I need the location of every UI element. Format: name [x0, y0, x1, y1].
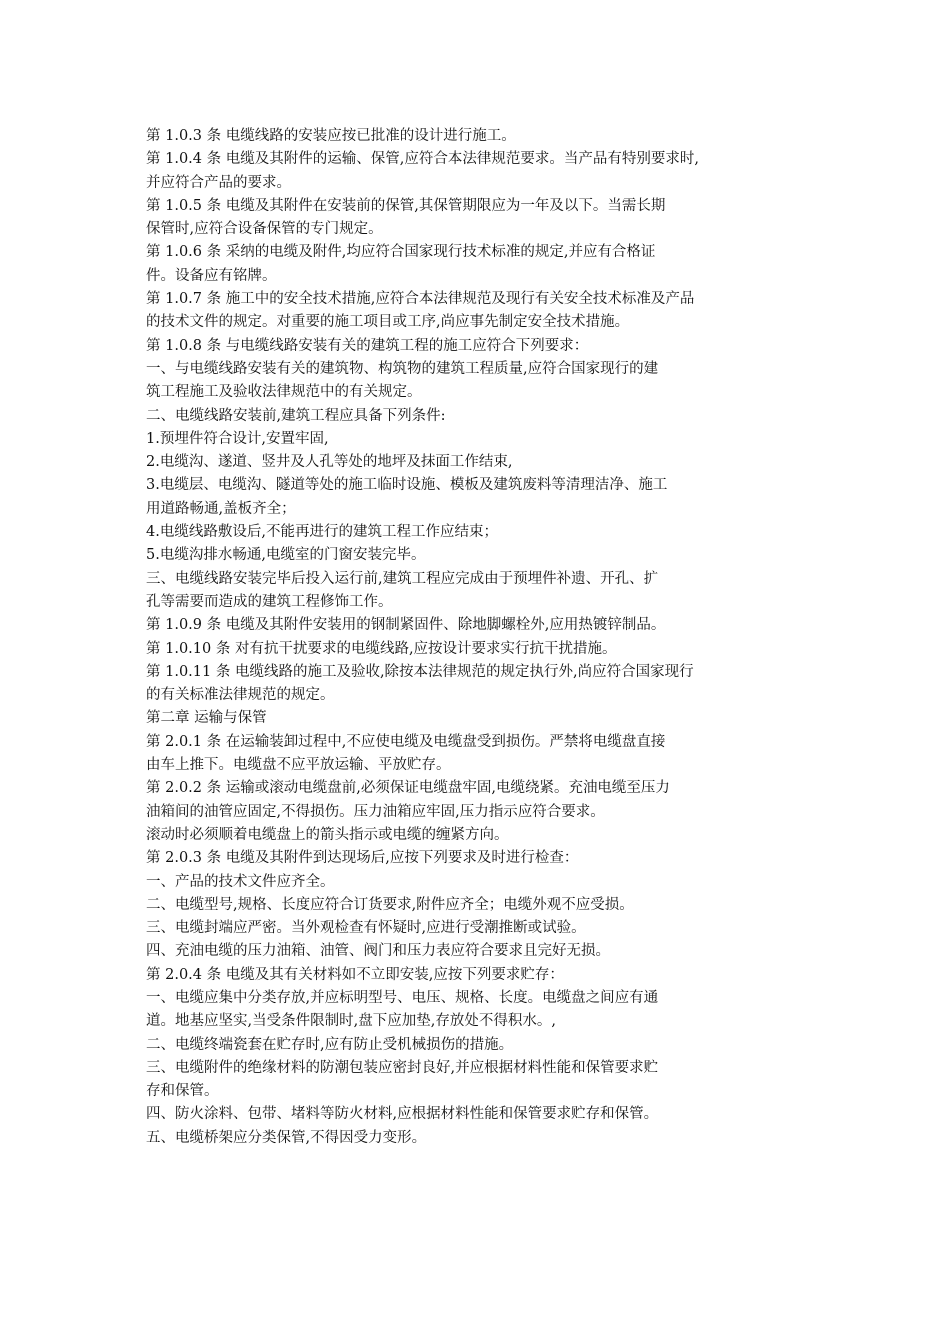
- text-line: 筑工程施工及验收法律规范中的有关规定。: [146, 384, 422, 401]
- text-line: 件。设备应有铭牌。: [146, 267, 277, 284]
- text-line: 由车上推下。电缆盘不应平放运输、平放贮存。: [146, 757, 451, 774]
- text-line: 3.电缆层、电缆沟、隧道等处的施工临时设施、模板及建筑废料等清理洁净、施工: [146, 477, 668, 494]
- text-line: 三、电缆线路安装完毕后投入运行前,建筑工程应完成由于预埋件补遗、开孔、扩: [146, 570, 659, 587]
- text-line: 滚动时必须顺着电缆盘上的箭头指示或电缆的缠紧方向。: [146, 826, 509, 843]
- text-line: 道。地基应坚实,当受条件限制时,盘下应加垫,存放处不得积水。,: [146, 1013, 556, 1030]
- text-line: 五、电缆桥架应分类保管,不得因受力变形。: [146, 1129, 427, 1146]
- text-line: 一、与电缆线路安装有关的建筑物、构筑物的建筑工程质量,应符合国家现行的建: [146, 360, 659, 377]
- text-line: 一、电缆应集中分类存放,并应标明型号、电压、规格、长度。电缆盘之间应有通: [146, 989, 659, 1006]
- document-body: [146, 125, 796, 1150]
- text-line: 第 2.0.4 条 电缆及其有关材料如不立即安装,应按下列要求贮存：: [146, 966, 564, 983]
- text-line: 二、电缆线路安装前,建筑工程应具备下列条件:: [146, 407, 446, 424]
- text-line: 二、电缆终端瓷套在贮存时,应有防止受机械损伤的措施。: [146, 1036, 514, 1053]
- text-line: 一、产品的技术文件应齐全。: [146, 873, 335, 890]
- text-line: 孔等需要而造成的建筑工程修饰工作。: [146, 593, 393, 610]
- text-line: 的技术文件的规定。对重要的施工项目或工序,尚应事先制定安全技术措施。: [146, 314, 630, 331]
- text-line: 第 1.0.8 条 与电缆线路安装有关的建筑工程的施工应符合下列要求：: [146, 337, 589, 354]
- text-line: 存和保管。: [146, 1083, 219, 1100]
- text-line: 第 1.0.9 条 电缆及其附件安装用的钢制紧固件、除地脚螺栓外,应用热镀锌制品。: [146, 617, 666, 634]
- text-line: 第 1.0.5 条 电缆及其附件在安装前的保管,其保管期限应为一年及以下。当需长期: [146, 197, 666, 214]
- text-line: 第 1.0.10 条 对有抗干扰要求的电缆线路,应按设计要求实行抗干扰措施。: [146, 640, 617, 657]
- text-line: 2.电缆沟、遂道、竖井及人孔等处的地坪及抹面工作结束,: [146, 454, 513, 471]
- text-line: 保管时,应符合设备保管的专门规定。: [146, 221, 383, 238]
- text-line: 第 1.0.7 条 施工中的安全技术措施,应符合本法律规范及现行有关安全技术标准及产品: [146, 291, 695, 308]
- text-line: 第 1.0.6 条 采纳的电缆及附件,均应符合国家现行技术标准的规定,并应有合格证: [146, 244, 656, 261]
- chapter-heading: 第二章 运输与保管: [146, 710, 267, 727]
- text-line: 1.预埋件符合设计,安置牢固,: [146, 430, 329, 447]
- text-line: 四、充油电缆的压力油箱、油管、阀门和压力表应符合要求且完好无损。: [146, 943, 610, 960]
- text-line: 的有关标准法律规范的规定。: [146, 687, 335, 704]
- text-line: 二、电缆型号,规格、长度应符合订货要求,附件应齐全；电缆外观不应受损。: [146, 896, 634, 913]
- text-line: 三、电缆封端应严密。当外观检查有怀疑时,应进行受潮推断或试验。: [146, 920, 586, 937]
- text-line: 油箱间的油管应固定,不得损伤。压力油箱应牢固,压力指示应符合要求。: [146, 803, 605, 820]
- text-line: 用道路畅通,盖板齐全；: [146, 500, 296, 517]
- text-line: 第 1.0.11 条 电缆线路的施工及验收,除按本法律规范的规定执行外,尚应符合国家现行: [146, 663, 694, 680]
- text-line: 4.电缆线路敷设后,不能再进行的建筑工程工作应结束；: [146, 524, 498, 541]
- text-line: 四、防火涂料、包带、堵料等防火材料,应根据材料性能和保管要求贮存和保管。: [146, 1106, 659, 1123]
- text-line: 第 1.0.4 条 电缆及其附件的运输、保管,应符合本法律规范要求。当产品有特别要求时,: [146, 151, 699, 168]
- text-line: 第 2.0.2 条 运输或滚动电缆盘前,必须保证电缆盘牢固,电缆绕紧。充油电缆至压力: [146, 780, 670, 797]
- text-line: 并应符合产品的要求。: [146, 174, 291, 191]
- text-line: 三、电缆附件的绝缘材料的防潮包装应密封良好,并应根据材料性能和保管要求贮: [146, 1059, 659, 1076]
- text-line: 第 2.0.3 条 电缆及其附件到达现场后,应按下列要求及时进行检查：: [146, 850, 579, 867]
- text-line: 第 2.0.1 条 在运输装卸过程中,不应使电缆及电缆盘受到损伤。严禁将电缆盘直接: [146, 733, 666, 750]
- text-line: 第 1.0.3 条 电缆线路的安装应按已批准的设计进行施工。: [146, 128, 516, 144]
- text-line: 5.电缆沟排水畅通,电缆室的门窗安装完毕。: [146, 547, 426, 564]
